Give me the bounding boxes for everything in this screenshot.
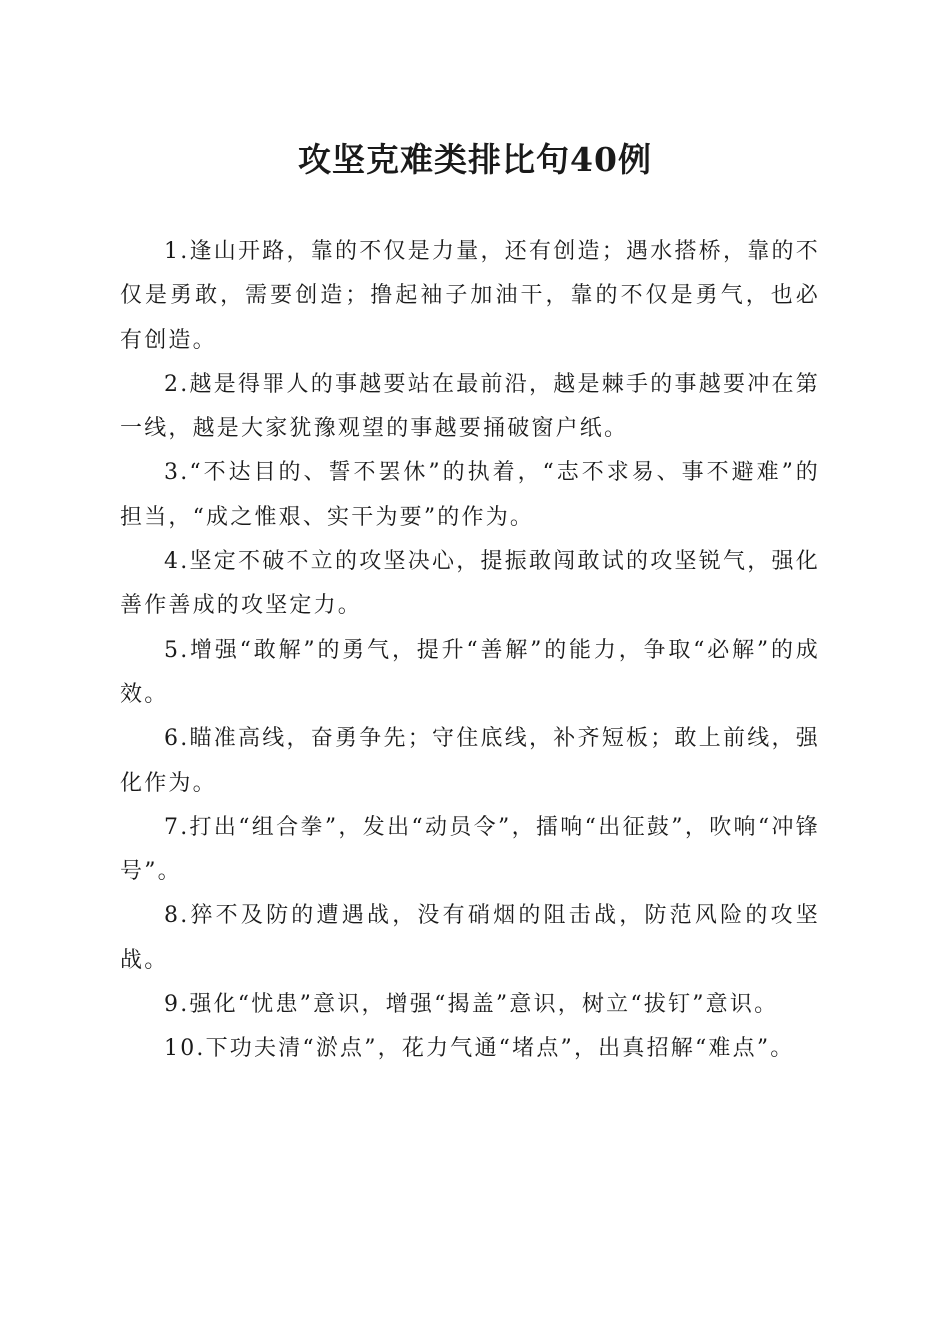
paragraph: 4.坚定不破不立的攻坚决心，提振敢闯敢试的攻坚锐气，强化善作善成的攻坚定力。 bbox=[120, 549, 820, 619]
paragraph: 7.打出“组合拳”，发出“动员令”，擂响“出征鼓”，吹响“冲锋号”。 bbox=[120, 814, 820, 885]
document-title: 攻坚克难类排比句40例 bbox=[298, 140, 652, 179]
paragraph: 8.猝不及防的遭遇战，没有硝烟的阻击战，防范风险的攻坚战。 bbox=[120, 903, 820, 973]
paragraph: 2.越是得罪人的事越要站在最前沿，越是棘手的事越要冲在第一线，越是大家犹豫观望的事越要捅破窗户纸。 bbox=[120, 371, 820, 442]
document-body bbox=[120, 230, 820, 1072]
paragraph: 5.增强“敢解”的勇气，提升“善解”的能力，争取“必解”的成效。 bbox=[120, 637, 820, 707]
paragraph: 9.强化“忧患”意识，增强“揭盖”意识，树立“拔钉”意识。 bbox=[164, 992, 779, 1018]
paragraph: 3.“不达目的、誓不罢休”的执着，“志不求易、事不避难”的担当，“成之惟艰、实干为要”的作为。 bbox=[120, 460, 820, 530]
paragraph: 1.逢山开路，靠的不仅是力量，还有创造；遇水搭桥，靠的不仅是勇敢，需要创造；撸起袖子加油干，靠的不仅是勇气，也必有创造。 bbox=[120, 239, 820, 353]
paragraph: 10.下功夫清“淤点”，花力气通“堵点”，出真招解“难点”。 bbox=[164, 1036, 795, 1062]
paragraph: 6.瞄准高线，奋勇争先；守住底线，补齐短板；敢上前线，强化作为。 bbox=[120, 726, 820, 796]
